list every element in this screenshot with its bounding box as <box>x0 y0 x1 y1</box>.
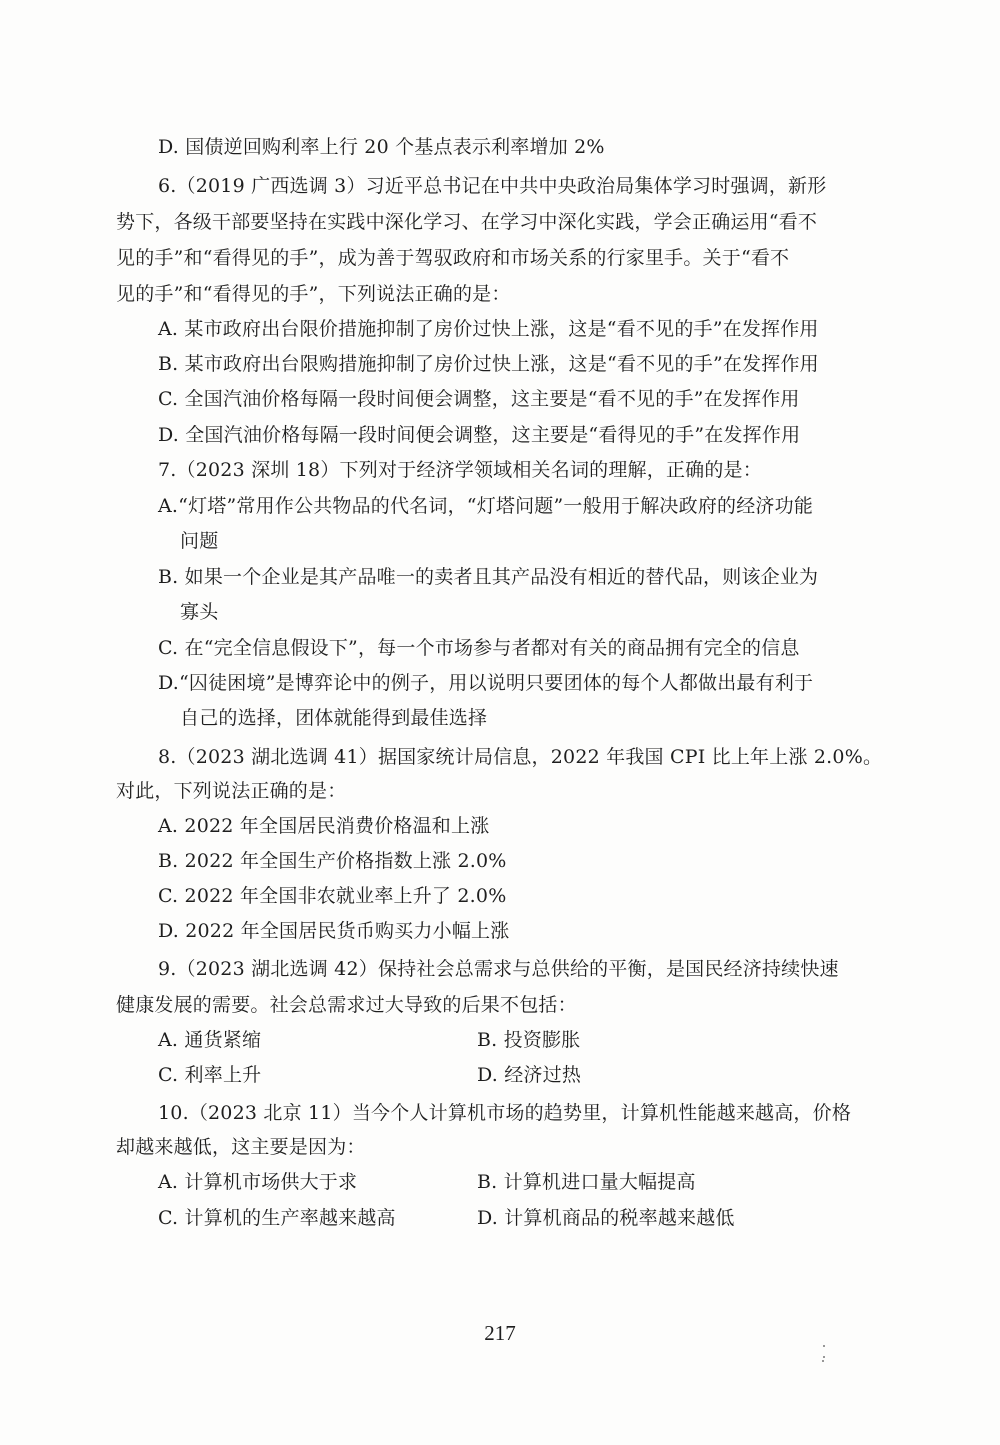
q6-stem-line-2: 势下，各级干部要坚持在实践中深化学习、在学习中深化实践，学会正确运用“看不 <box>116 211 818 233</box>
q7-option-a-line-1: A.“灯塔”常用作公共物品的代名词，“灯塔问题”一般用于解决政府的经济功能 <box>158 495 814 517</box>
q7-option-d-line-2: 自己的选择，团体就能得到最佳选择 <box>180 707 488 729</box>
q6-option-c: C. 全国汽油价格每隔一段时间便会调整，这主要是“看不见的手”在发挥作用 <box>158 388 800 410</box>
q9-option-d: D. 经济过热 <box>477 1064 582 1086</box>
q8-option-a: A. 2022 年全国居民消费价格温和上涨 <box>158 815 490 837</box>
q9-stem-line-1: 9.（2023 湖北选调 42）保持社会总需求与总供给的平衡，是国民经济持续快速 <box>158 958 839 980</box>
q8-option-d: D. 2022 年全国居民货币购买力小幅上涨 <box>158 920 510 942</box>
q8-option-b: B. 2022 年全国生产价格指数上涨 2.0% <box>158 850 507 872</box>
q6-option-d: D. 全国汽油价格每隔一段时间便会调整，这主要是“看得见的手”在发挥作用 <box>158 424 801 446</box>
scan-speck <box>823 1345 825 1347</box>
q10-option-c: C. 计算机的生产率越来越高 <box>158 1207 396 1229</box>
q10-option-b: B. 计算机进口量大幅提高 <box>477 1171 696 1193</box>
q8-stem-line-1: 8.（2023 湖北选调 41）据国家统计局信息，2022 年我国 CPI 比上年上涨 2.0%。 <box>158 746 883 768</box>
scan-speck <box>823 1356 825 1358</box>
q8-option-c: C. 2022 年全国非农就业率上升了 2.0% <box>158 885 507 907</box>
q8-stem-line-2: 对此，下列说法正确的是： <box>116 780 347 802</box>
q9-option-b: B. 投资膨胀 <box>477 1029 581 1051</box>
page-number: 217 <box>484 1321 516 1345</box>
q7-option-b-line-1: B. 如果一个企业是其产品唯一的卖者且其产品没有相近的替代品，则该企业为 <box>158 566 819 588</box>
q6-stem-line-1: 6.（2019 广西选调 3）习近平总书记在中共中央政治局集体学习时强调，新形 <box>158 175 827 197</box>
q10-stem-line-1: 10.（2023 北京 11）当今个人计算机市场的趋势里，计算机性能越来越高，价格 <box>158 1102 852 1124</box>
q10-option-a: A. 计算机市场供大于求 <box>158 1171 358 1193</box>
q5-option-d: D. 国债逆回购利率上行 20 个基点表示利率增加 2% <box>158 136 605 158</box>
q7-option-c: C. 在“完全信息假设下”，每一个市场参与者都对有关的商品拥有完全的信息 <box>158 637 800 659</box>
q9-stem-line-2: 健康发展的需要。社会总需求过大导致的后果不包括： <box>116 994 577 1016</box>
q7-option-b-line-2: 寡头 <box>180 601 219 623</box>
q7-option-a-line-2: 问题 <box>180 530 219 552</box>
q6-stem-line-3: 见的手”和“看得见的手”，成为善于驾驭政府和市场关系的行家里手。关于“看不 <box>116 247 790 269</box>
q10-stem-line-2: 却越来越低，这主要是因为： <box>116 1136 366 1158</box>
q10-option-d: D. 计算机商品的税率越来越低 <box>477 1207 735 1229</box>
q7-stem: 7.（2023 深圳 18）下列对于经济学领域相关名词的理解，正确的是： <box>158 459 762 481</box>
q9-option-a: A. 通货紧缩 <box>158 1029 262 1051</box>
scan-speck <box>822 1360 824 1362</box>
q6-stem-line-4: 见的手”和“看得见的手”，下列说法正确的是： <box>116 283 511 305</box>
q9-option-c: C. 利率上升 <box>158 1064 262 1086</box>
q6-option-a: A. 某市政府出台限价措施抑制了房价过快上涨，这是“看不见的手”在发挥作用 <box>158 318 819 340</box>
q6-option-b: B. 某市政府出台限购措施抑制了房价过快上涨，这是“看不见的手”在发挥作用 <box>158 353 819 375</box>
q7-option-d-line-1: D.“囚徒困境”是博弈论中的例子，用以说明只要团体的每个人都做出最有利于 <box>158 672 814 694</box>
